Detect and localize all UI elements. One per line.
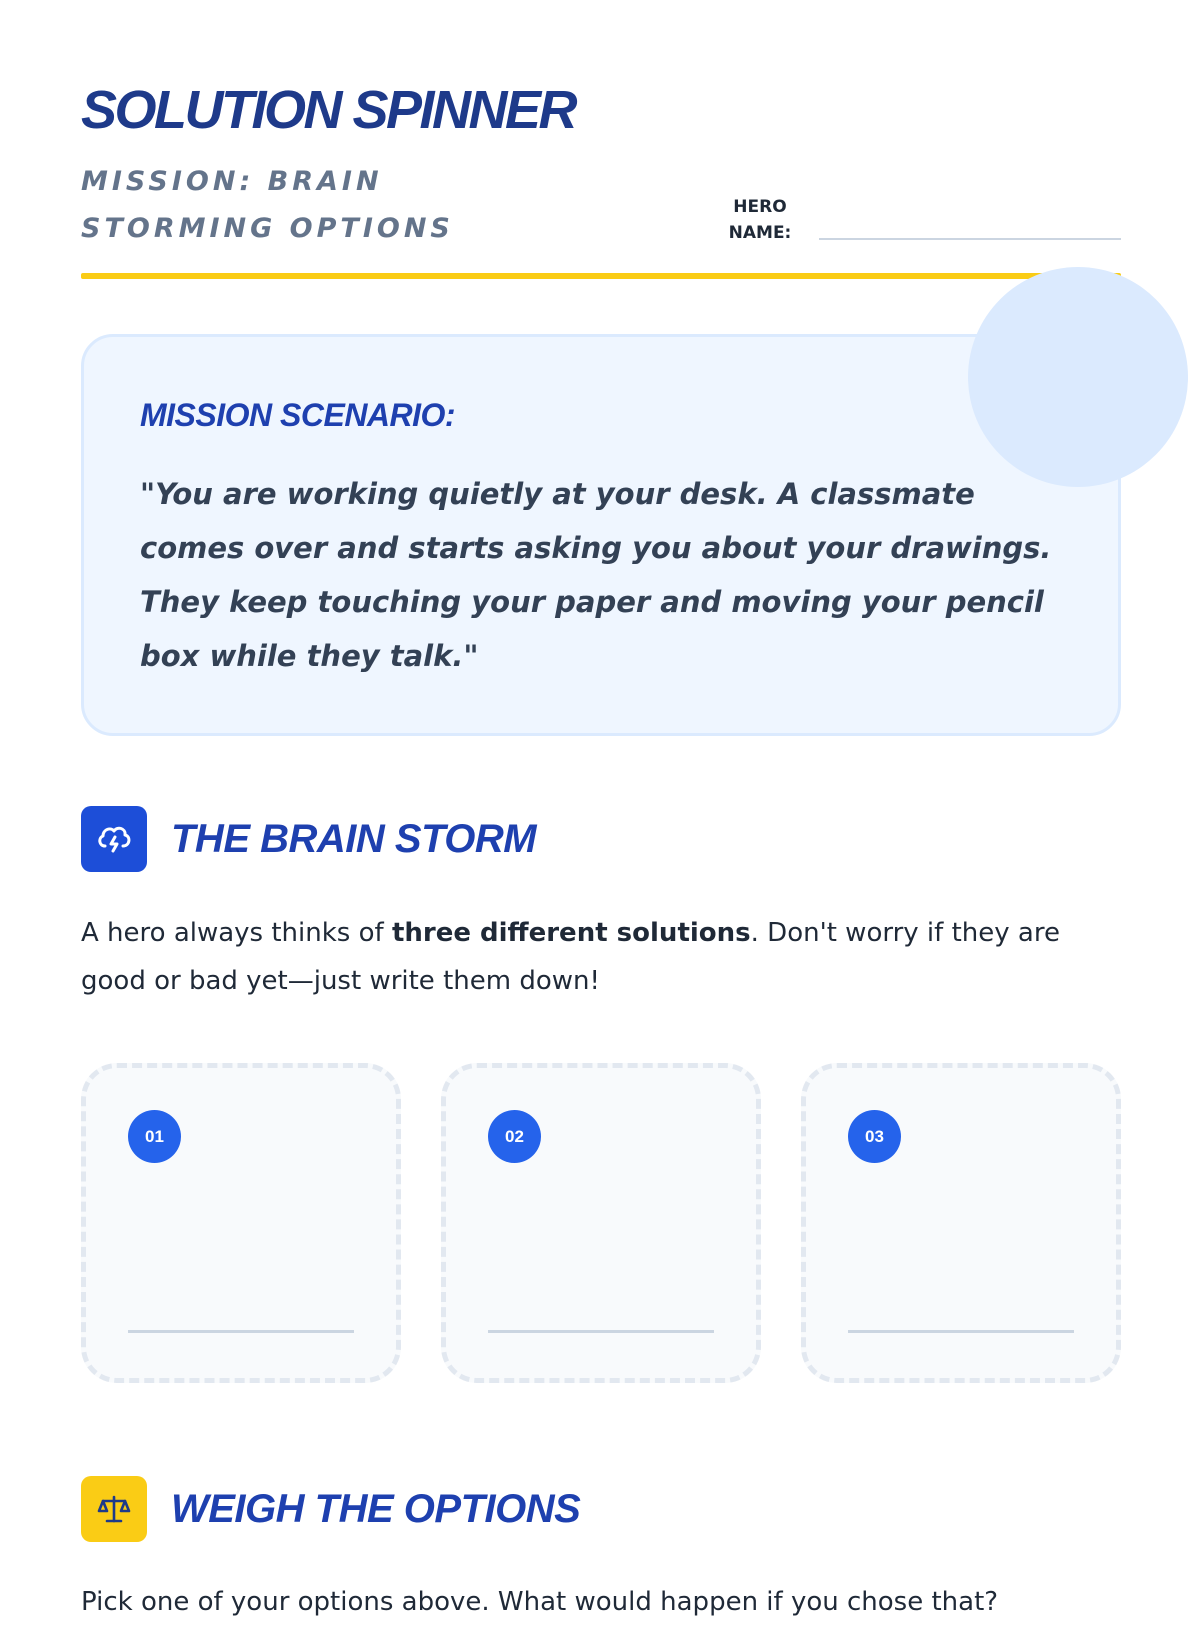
mission-subtitle: MISSION: BRAIN STORMING OPTIONS [81,166,454,244]
worksheet-header [81,78,1121,281]
cloud-lightning-icon [81,806,147,872]
solution-write-line[interactable] [488,1330,714,1333]
hero-name-label: HERO NAME: [728,197,792,243]
hero-name-field[interactable] [819,238,1121,240]
brainstorm-intro [81,909,1121,1005]
weigh-intro: Pick one of your options above. What would happen if you chose that? [81,1587,999,1617]
solution-write-line[interactable] [128,1330,354,1333]
solution-card[interactable] [801,1063,1121,1383]
solution-card[interactable] [441,1063,761,1383]
intro-text: A hero always thinks of [81,918,392,948]
weigh-section-header [81,1476,1121,1542]
solution-number-badge: 01 [128,1110,181,1163]
solution-write-line[interactable] [848,1330,1074,1333]
intro-emphasis: three different solutions [391,918,751,948]
intro-text-end: . Don't worry if they are good or bad yet—just write them down! [81,918,1060,996]
header-divider [81,273,1121,279]
solution-card[interactable] [81,1063,401,1383]
brainstorm-title: THE BRAIN STORM [171,817,537,861]
weigh-title: WEIGH THE OPTIONS [171,1487,581,1531]
solution-cards [81,1063,1121,1383]
solution-number-badge: 02 [488,1110,541,1163]
scenario-text: "You are working quietly at your desk. A classmate comes over and starts asking you about your drawings. They keep touching your paper and moving your pencil box while they talk." [140,477,1052,673]
mission-scenario-card [81,334,1121,736]
worksheet-title: SOLUTION SPINNER [81,80,576,140]
scenario-title: MISSION SCENARIO: [140,397,456,433]
brainstorm-section-header [81,806,1121,872]
decorative-circle [968,267,1188,487]
solution-number-badge: 03 [848,1110,901,1163]
scale-icon [81,1476,147,1542]
